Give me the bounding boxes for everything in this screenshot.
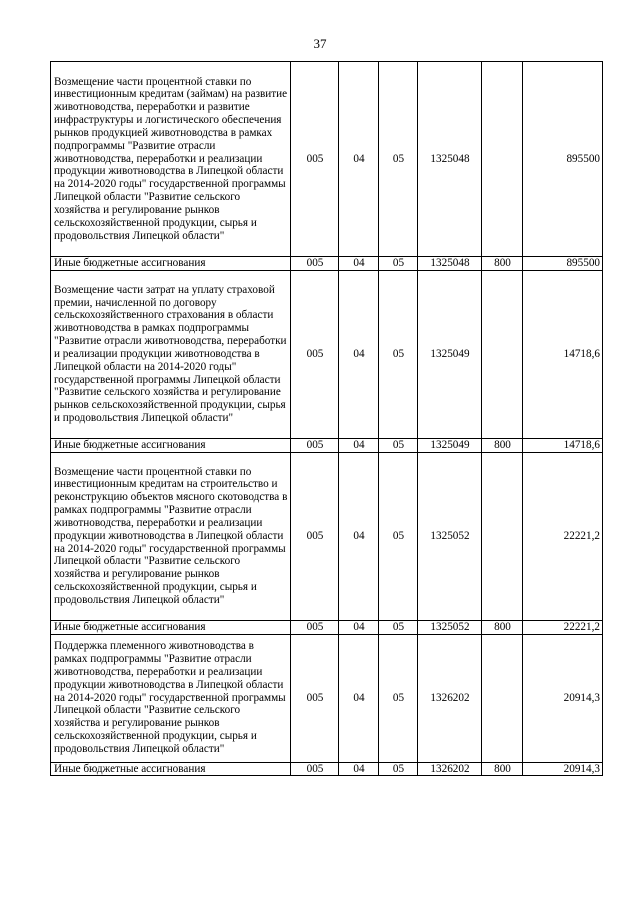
budget-table	[50, 61, 603, 776]
ministry-code: 005	[291, 634, 339, 762]
table-row	[51, 270, 603, 438]
amount: 14718,6	[523, 270, 603, 438]
section-code: 04	[339, 438, 379, 452]
table-row	[51, 62, 603, 257]
row-name: Возмещение части процентной ставки по инвестиционным кредитам (займам) на развитие животноводства, переработки и развитие инфраструктуры и логистического обеспечения рынков продукцией животноводства в рамках подпрограммы "Развитие отрасли животноводства, переработки и реализации продукции животноводства в Липецкой области на 2014-2020 годы" государственной программы Липецкой области "Развитие сельского хозяйства и регулирование рынков сельскохозяйственной продукции, сырья и продовольствия Липецкой области"	[51, 62, 291, 257]
amount: 20914,3	[523, 762, 603, 776]
row-name: Иные бюджетные ассигнования	[51, 438, 291, 452]
ministry-code: 005	[291, 438, 339, 452]
amount: 14718,6	[523, 438, 603, 452]
table-row	[51, 620, 603, 634]
section-code: 04	[339, 62, 379, 257]
expense-type-code: 800	[482, 438, 523, 452]
section-code: 04	[339, 762, 379, 776]
section-code: 04	[339, 634, 379, 762]
ministry-code: 005	[291, 452, 339, 620]
target-article-code: 1325052	[418, 620, 482, 634]
expense-type-code	[482, 634, 523, 762]
row-name: Иные бюджетные ассигнования	[51, 620, 291, 634]
target-article-code: 1325049	[418, 270, 482, 438]
ministry-code: 005	[291, 62, 339, 257]
table-row	[51, 438, 603, 452]
subsection-code: 05	[379, 270, 418, 438]
section-code: 04	[339, 620, 379, 634]
expense-type-code	[482, 452, 523, 620]
ministry-code: 005	[291, 270, 339, 438]
row-name: Иные бюджетные ассигнования	[51, 257, 291, 271]
expense-type-code: 800	[482, 620, 523, 634]
subsection-code: 05	[379, 634, 418, 762]
subsection-code: 05	[379, 62, 418, 257]
subsection-code: 05	[379, 452, 418, 620]
table-row	[51, 452, 603, 620]
amount: 20914,3	[523, 634, 603, 762]
ministry-code: 005	[291, 257, 339, 271]
amount: 895500	[523, 257, 603, 271]
target-article-code: 1326202	[418, 762, 482, 776]
amount: 895500	[523, 62, 603, 257]
section-code: 04	[339, 452, 379, 620]
row-name: Возмещение части процентной ставки по инвестиционным кредитам на строительство и реконструкцию объектов мясного скотоводства в рамках подпрограммы "Развитие отрасли животноводства, переработки и реализации продукции животноводства в Липецкой области на 2014-2020 годы" государственной программы Липецкой области "Развитие сельского хозяйства и регулирование рынков сельскохозяйственной продукции, сырья и продовольствия Липецкой области"	[51, 452, 291, 620]
target-article-code: 1325048	[418, 62, 482, 257]
section-code: 04	[339, 257, 379, 271]
amount: 22221,2	[523, 452, 603, 620]
ministry-code: 005	[291, 762, 339, 776]
target-article-code: 1325049	[418, 438, 482, 452]
subsection-code: 05	[379, 762, 418, 776]
expense-type-code: 800	[482, 257, 523, 271]
row-name: Поддержка племенного животноводства в рамках подпрограммы "Развитие отрасли животноводства, переработки и реализации продукции животноводства в Липецкой области на 2014-2020 годы" государственной программы Липецкой области "Развитие сельского хозяйства и регулирование рынков сельскохозяйственной продукции, сырья и продовольствия Липецкой области"	[51, 634, 291, 762]
ministry-code: 005	[291, 620, 339, 634]
subsection-code: 05	[379, 438, 418, 452]
row-name: Иные бюджетные ассигнования	[51, 762, 291, 776]
target-article-code: 1325048	[418, 257, 482, 271]
subsection-code: 05	[379, 257, 418, 271]
expense-type-code	[482, 270, 523, 438]
target-article-code: 1326202	[418, 634, 482, 762]
row-name: Возмещение части затрат на уплату страховой премии, начисленной по договору сельскохозяйственного страхования в области животноводства в рамках подпрограммы "Развитие отрасли животноводства, переработки и реализации продукции животноводства в Липецкой области на 2014-2020 годы" государственной программы Липецкой области "Развитие сельского хозяйства и регулирование рынков сельскохозяйственной продукции, сырья и продовольствия Липецкой области"	[51, 270, 291, 438]
expense-type-code: 800	[482, 762, 523, 776]
amount: 22221,2	[523, 620, 603, 634]
section-code: 04	[339, 270, 379, 438]
target-article-code: 1325052	[418, 452, 482, 620]
table-row	[51, 634, 603, 762]
expense-type-code	[482, 62, 523, 257]
table-row	[51, 762, 603, 776]
page-number: 37	[313, 36, 327, 51]
table-row	[51, 257, 603, 271]
subsection-code: 05	[379, 620, 418, 634]
